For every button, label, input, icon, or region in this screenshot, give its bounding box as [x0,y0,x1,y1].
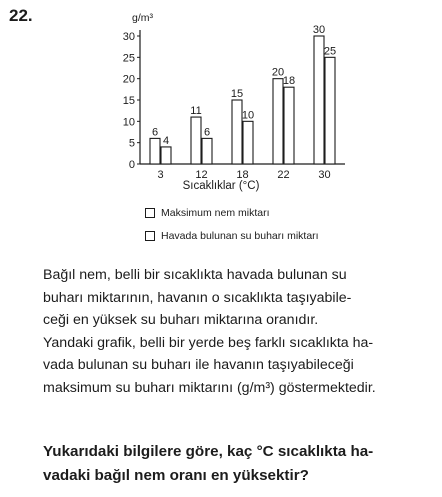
y-tick-label: 20 [122,73,135,86]
data-label: 6 [203,126,211,139]
bar-actual [243,121,253,164]
question-line: vadaki bağıl nem oranı en yüksektir? [43,467,309,484]
question-line: Yukarıdaki bilgilere göre, kaç °C sıcaklıkta ha- [43,443,374,460]
data-label: 6 [151,126,159,139]
data-label: 30 [312,24,326,36]
y-tick-label: 25 [122,52,135,65]
info-paragraph [43,264,435,400]
y-tick-label: 15 [122,95,135,107]
data-label: 15 [230,88,244,100]
bar-max [232,100,242,164]
paragraph-line: maksimum su buharı miktarını (g/m³) göstermektedir. [43,379,376,396]
legend-swatch-max [145,208,155,218]
y-tick-label: 30 [122,31,135,43]
x-tick-label: 3 [157,169,164,181]
data-label: 10 [241,109,255,122]
bar-actual [325,57,335,164]
data-label: 18 [282,75,296,88]
x-tick-label: 30 [318,169,331,181]
legend-label-actual: Havada bulunan su buharı miktarı [161,230,319,242]
bar-max [150,138,160,164]
x-axis-title: Sıcaklıklar (°C) [182,180,260,192]
bar-actual [161,147,171,164]
question-number: 22. [9,6,33,25]
question-text [43,440,435,488]
paragraph-line: Bağıl nem, belli bir sıcaklıkta havada bulunan su [43,267,347,283]
y-unit-label: g/m³ [132,12,153,24]
legend-swatch-actual [145,231,155,241]
bar-actual [284,87,294,164]
y-tick-label: 0 [128,159,135,171]
x-tick-label: 12 [195,169,208,181]
data-label: 20 [271,66,285,79]
paragraph-line: Yandaki grafik, belli bir yerde beş farklı sıcaklıkta ha- [43,334,374,351]
data-label: 11 [190,105,202,118]
paragraph-line: buharı miktarının, havanın o sıcaklıkta taşıyabile- [43,289,352,306]
legend-item-max [145,207,270,219]
chart-bars [150,24,336,164]
data-label: 4 [162,134,170,147]
bar-max [273,79,283,164]
bar-max [191,117,201,164]
bar-max [314,36,324,164]
y-tick-label: 10 [122,116,135,129]
x-tick-label: 18 [236,169,249,181]
legend-item-actual [145,230,319,242]
bar-actual [202,138,212,164]
y-tick-label: 5 [128,137,135,150]
paragraph-line: ceği en yüksek su buharı miktarına oranıdır. [43,312,319,329]
x-tick-label: 22 [277,169,290,181]
paragraph-line: vada bulunan su buharı ile havanın taşıyabileceği [43,357,354,374]
legend-label-max: Maksimum nem miktarı [161,207,270,219]
data-label: 25 [323,45,337,58]
